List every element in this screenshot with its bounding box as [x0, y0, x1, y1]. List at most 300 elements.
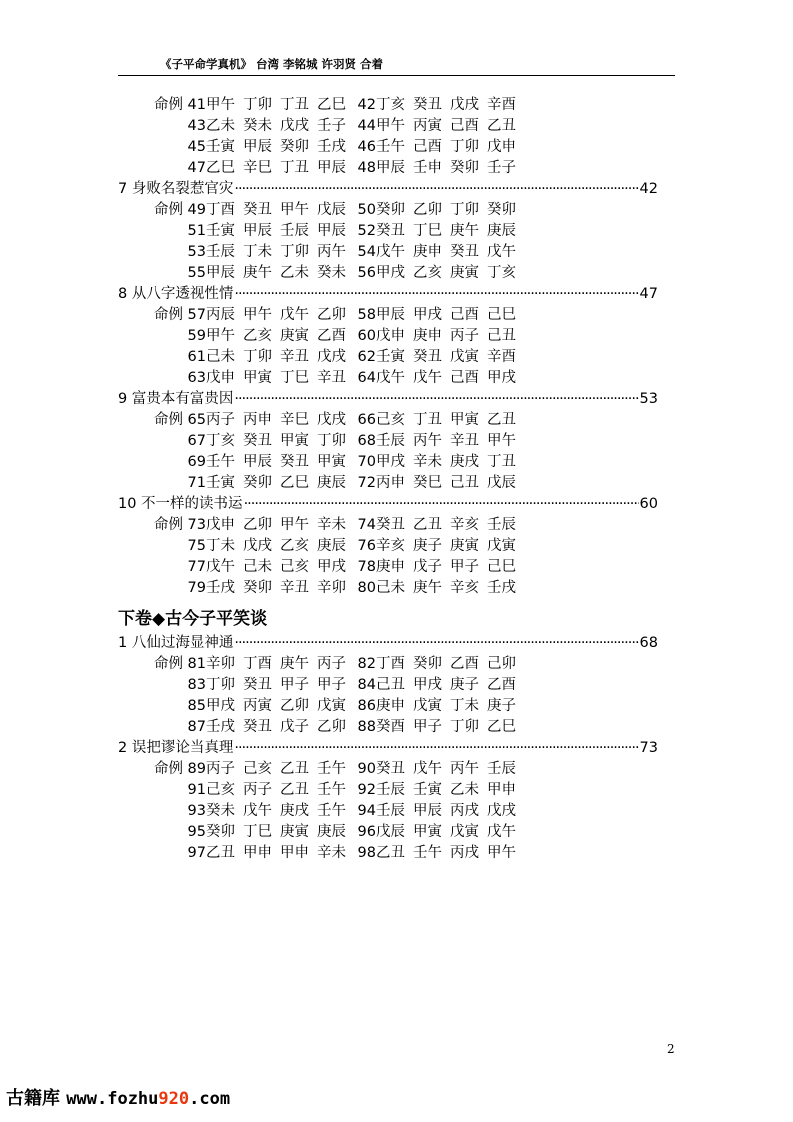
pillar: 丙子 [317, 656, 346, 672]
chapter-title: 8 从八字透视性情 [118, 286, 234, 302]
pillar: 丁未 [206, 538, 235, 554]
pillar: 庚寅 [280, 328, 309, 344]
example-number: 82 [357, 656, 376, 672]
example-number: 76 [357, 538, 376, 554]
watermark [6, 1084, 230, 1110]
example-pillars [376, 158, 524, 179]
pillar: 己丑 [450, 475, 479, 491]
pillar: 戊午 [280, 307, 309, 323]
pillar: 壬辰 [376, 782, 405, 798]
example-left [118, 696, 354, 717]
example-pillars [206, 578, 354, 599]
pillar: 戊戌 [317, 349, 346, 365]
example-pillars [206, 557, 354, 578]
pillar: 甲戌 [413, 677, 442, 693]
pillar: 戊午 [243, 803, 272, 819]
example-number: 88 [357, 719, 376, 735]
example-pillars [206, 200, 354, 221]
pillar: 乙卯 [317, 719, 346, 735]
pillar: 丁丑 [280, 160, 309, 176]
example-right [354, 843, 524, 864]
example-number: 86 [357, 698, 376, 714]
pillar: 癸丑 [243, 202, 272, 218]
pillar: 丙午 [317, 244, 346, 260]
pillar: 己丑 [376, 677, 405, 693]
pillar: 甲辰 [376, 160, 405, 176]
example-number: 73 [187, 517, 206, 533]
pillar: 辛卯 [317, 580, 346, 596]
pillar: 己亥 [206, 782, 235, 798]
pillar: 辛酉 [487, 97, 516, 113]
example-pillars [206, 822, 354, 843]
pillar: 己丑 [487, 328, 516, 344]
dot-leader [234, 633, 638, 654]
pillar: 丁亥 [487, 265, 516, 281]
pillar: 庚子 [450, 677, 479, 693]
example-pillars [376, 843, 524, 864]
example-right [354, 515, 524, 536]
pillar: 乙丑 [487, 118, 516, 134]
example-number: 58 [357, 307, 376, 323]
example-number: 61 [187, 349, 206, 365]
pillar: 甲申 [280, 845, 309, 861]
pillar: 乙丑 [280, 782, 309, 798]
pillar: 庚戌 [450, 454, 479, 470]
part-heading: 下卷◆古今子平笑谈 [118, 609, 268, 629]
pillar: 戊申 [487, 139, 516, 155]
example-pillars [206, 431, 354, 452]
pillar: 己巳 [487, 559, 516, 575]
pillar: 己酉 [450, 307, 479, 323]
watermark-url-number: 920 [158, 1089, 190, 1109]
pillar: 甲午 [280, 202, 309, 218]
example-pillars [206, 452, 354, 473]
pillar: 辛未 [317, 845, 346, 861]
pillar: 庚申 [376, 698, 405, 714]
pillar: 辛未 [317, 517, 346, 533]
example-number: 64 [357, 370, 376, 386]
example-pillars [376, 221, 524, 242]
pillar: 戊午 [376, 370, 405, 386]
pillar: 丁卯 [243, 349, 272, 365]
pillar: 丁卯 [450, 719, 479, 735]
example-left [118, 347, 354, 368]
pillar: 甲戌 [376, 454, 405, 470]
example-left [118, 368, 354, 389]
example-row [118, 452, 658, 473]
chapter-title: 2 误把谬论当真理 [118, 740, 234, 756]
chapter-title: 1 八仙过海显神通 [118, 635, 234, 651]
example-label [118, 801, 186, 822]
example-label: 命例 [154, 656, 183, 672]
pillar: 壬寅 [413, 782, 442, 798]
example-right [354, 158, 524, 179]
pillar: 辛亥 [450, 517, 479, 533]
example-left [118, 515, 354, 536]
pillar: 戊子 [280, 719, 309, 735]
example-row [118, 675, 658, 696]
example-pillars [376, 675, 524, 696]
pillar: 甲戌 [487, 370, 516, 386]
example-number: 52 [357, 223, 376, 239]
example-number: 84 [357, 677, 376, 693]
example-row [118, 654, 658, 675]
chapter-page: 47 [639, 286, 658, 302]
example-right [354, 137, 524, 158]
example-left [118, 221, 354, 242]
pillar: 乙丑 [280, 761, 309, 777]
example-label [118, 158, 186, 179]
example-right [354, 557, 524, 578]
pillar: 癸卯 [243, 475, 272, 491]
pillar: 戊申 [206, 517, 235, 533]
example-label [118, 431, 186, 452]
example-pillars [206, 536, 354, 557]
example-pillars [206, 515, 354, 536]
example-row [118, 759, 658, 780]
example-number: 98 [357, 845, 376, 861]
pillar: 丁酉 [376, 656, 405, 672]
example-row [118, 326, 658, 347]
watermark-url [66, 1089, 230, 1109]
example-label [118, 780, 186, 801]
example-label [118, 822, 186, 843]
example-left [118, 843, 354, 864]
pillar: 丙申 [376, 475, 405, 491]
example-row [118, 536, 658, 557]
pillar: 辛丑 [280, 580, 309, 596]
pillar: 癸卯 [280, 139, 309, 155]
pillar: 癸丑 [413, 97, 442, 113]
example-right [354, 368, 524, 389]
example-row [118, 95, 658, 116]
pillar: 乙卯 [317, 307, 346, 323]
example-pillars [376, 801, 524, 822]
example-number: 81 [187, 656, 206, 672]
example-number: 54 [357, 244, 376, 260]
pillar: 庚辰 [317, 538, 346, 554]
pillar: 乙亥 [413, 265, 442, 281]
example-number: 60 [357, 328, 376, 344]
pillar: 戊寅 [317, 698, 346, 714]
example-number: 83 [187, 677, 206, 693]
pillar: 乙亥 [280, 538, 309, 554]
pillar: 甲辰 [243, 223, 272, 239]
example-pillars [206, 696, 354, 717]
example-row [118, 410, 658, 431]
pillar: 壬子 [487, 160, 516, 176]
example-number: 90 [357, 761, 376, 777]
example-row [118, 515, 658, 536]
pillar: 丁亥 [376, 97, 405, 113]
pillar: 丁丑 [413, 412, 442, 428]
pillar: 丁卯 [280, 244, 309, 260]
pillar: 庚辰 [317, 824, 346, 840]
example-label: 命例 [154, 97, 183, 113]
pillar: 丁卯 [206, 677, 235, 693]
example-number: 48 [357, 160, 376, 176]
pillar: 庚午 [243, 265, 272, 281]
pillar: 甲戌 [317, 559, 346, 575]
pillar: 辛丑 [317, 370, 346, 386]
pillar: 乙巳 [206, 160, 235, 176]
example-row [118, 263, 658, 284]
example-pillars [206, 137, 354, 158]
example-label [118, 536, 186, 557]
example-pillars [206, 95, 354, 116]
pillar: 乙未 [450, 782, 479, 798]
example-left [118, 431, 354, 452]
example-number: 91 [187, 782, 206, 798]
pillar: 戊寅 [450, 349, 479, 365]
pillar: 丙辰 [206, 307, 235, 323]
pillar: 丙午 [450, 761, 479, 777]
example-number: 49 [187, 202, 206, 218]
pillar: 乙未 [280, 265, 309, 281]
example-pillars [206, 242, 354, 263]
pillar: 乙巳 [317, 97, 346, 113]
pillar: 辛丑 [280, 349, 309, 365]
example-pillars [206, 410, 354, 431]
example-right [354, 801, 524, 822]
example-pillars [376, 368, 524, 389]
example-number: 71 [187, 475, 206, 491]
example-number: 51 [187, 223, 206, 239]
example-left [118, 780, 354, 801]
pillar: 戊午 [487, 244, 516, 260]
example-left [118, 158, 354, 179]
pillar: 丁丑 [280, 97, 309, 113]
pillar: 甲寅 [280, 433, 309, 449]
example-pillars [376, 137, 524, 158]
pillar: 甲辰 [317, 223, 346, 239]
pillar: 丁丑 [487, 454, 516, 470]
example-pillars [376, 452, 524, 473]
chapter-title: 9 富贵本有富贵因 [118, 391, 234, 407]
pillar: 乙酉 [317, 328, 346, 344]
example-label [118, 675, 186, 696]
example-pillars [376, 431, 524, 452]
dot-leader [234, 179, 638, 200]
example-pillars [376, 116, 524, 137]
watermark-site-name: 古籍库 [6, 1088, 60, 1109]
pillar: 辛巳 [280, 412, 309, 428]
example-pillars [206, 759, 354, 780]
chapter-page: 53 [639, 391, 658, 407]
example-left [118, 326, 354, 347]
example-row [118, 717, 658, 738]
pillar: 丁巳 [243, 824, 272, 840]
example-right [354, 473, 524, 494]
example-number: 96 [357, 824, 376, 840]
pillar: 壬午 [317, 761, 346, 777]
example-number: 65 [187, 412, 206, 428]
pillar: 庚申 [413, 328, 442, 344]
chapter-page: 73 [639, 740, 658, 756]
pillar: 甲午 [206, 328, 235, 344]
pillar: 辛卯 [206, 656, 235, 672]
example-pillars [206, 675, 354, 696]
pillar: 庚寅 [280, 824, 309, 840]
watermark-url-suffix: .com [189, 1089, 231, 1109]
example-number: 62 [357, 349, 376, 365]
example-number: 87 [187, 719, 206, 735]
pillar: 甲子 [450, 559, 479, 575]
example-right [354, 452, 524, 473]
pillar: 戊寅 [450, 824, 479, 840]
pillar: 壬辰 [376, 433, 405, 449]
example-row [118, 578, 658, 599]
example-label [118, 347, 186, 368]
pillar: 丁卯 [450, 139, 479, 155]
example-number: 43 [187, 118, 206, 134]
chapter-entry [118, 633, 658, 654]
pillar: 甲寅 [243, 370, 272, 386]
chapter-entry [118, 738, 658, 759]
example-number: 79 [187, 580, 206, 596]
example-right [354, 536, 524, 557]
pillar: 戊戌 [280, 118, 309, 134]
example-left [118, 675, 354, 696]
pillar: 己巳 [487, 307, 516, 323]
toc-upper-part [118, 95, 658, 599]
pillar: 庚申 [413, 244, 442, 260]
pillar: 癸丑 [243, 719, 272, 735]
pillar: 癸丑 [413, 349, 442, 365]
pillar: 戊辰 [317, 202, 346, 218]
example-right [354, 654, 524, 675]
pillar: 庚寅 [450, 265, 479, 281]
pillar: 戊戌 [487, 803, 516, 819]
pillar: 戊戌 [243, 538, 272, 554]
pillar: 戊申 [206, 370, 235, 386]
example-right [354, 305, 524, 326]
pillar: 丁亥 [206, 433, 235, 449]
pillar: 乙未 [206, 118, 235, 134]
example-right [354, 578, 524, 599]
pillar: 癸丑 [376, 517, 405, 533]
chapter-title: 10 不一样的读书运 [118, 496, 243, 512]
pillar: 庚午 [450, 223, 479, 239]
chapter-entry [118, 494, 658, 515]
pillar: 甲辰 [413, 803, 442, 819]
example-number: 68 [357, 433, 376, 449]
example-label: 命例 [154, 307, 183, 323]
pillar: 戊午 [413, 761, 442, 777]
pillar: 甲寅 [413, 824, 442, 840]
pillar: 壬辰 [280, 223, 309, 239]
example-label [118, 717, 186, 738]
example-number: 74 [357, 517, 376, 533]
pillar: 乙丑 [413, 517, 442, 533]
pillar: 壬戌 [487, 580, 516, 596]
pillar: 壬寅 [206, 475, 235, 491]
pillar: 乙丑 [206, 845, 235, 861]
example-number: 66 [357, 412, 376, 428]
pillar: 戊午 [376, 244, 405, 260]
pillar: 丙子 [206, 412, 235, 428]
pillar: 癸丑 [280, 454, 309, 470]
pillar: 癸卯 [206, 824, 235, 840]
pillar: 乙丑 [487, 412, 516, 428]
example-number: 63 [187, 370, 206, 386]
pillar: 庚戌 [280, 803, 309, 819]
example-pillars [376, 536, 524, 557]
example-left [118, 473, 354, 494]
example-label [118, 137, 186, 158]
pillar: 甲子 [317, 677, 346, 693]
pillar: 丙午 [413, 433, 442, 449]
example-pillars [376, 410, 524, 431]
example-left [118, 95, 354, 116]
pillar: 癸卯 [450, 160, 479, 176]
pillar: 丁未 [243, 244, 272, 260]
pillar: 癸巳 [413, 475, 442, 491]
example-left [118, 116, 354, 137]
example-right [354, 822, 524, 843]
pillar: 乙卯 [413, 202, 442, 218]
example-pillars [376, 654, 524, 675]
example-right [354, 696, 524, 717]
pillar: 癸未 [317, 265, 346, 281]
example-pillars [206, 780, 354, 801]
pillar: 乙酉 [487, 677, 516, 693]
example-left [118, 557, 354, 578]
example-row [118, 431, 658, 452]
example-left [118, 200, 354, 221]
example-pillars [376, 242, 524, 263]
pillar: 甲午 [243, 307, 272, 323]
example-left [118, 822, 354, 843]
example-label [118, 242, 186, 263]
example-number: 77 [187, 559, 206, 575]
example-number: 85 [187, 698, 206, 714]
example-number: 42 [357, 97, 376, 113]
example-pillars [376, 347, 524, 368]
pillar: 甲申 [243, 845, 272, 861]
pillar: 甲午 [487, 845, 516, 861]
toc-lower-part [118, 633, 658, 864]
pillar: 壬午 [317, 803, 346, 819]
example-pillars [206, 473, 354, 494]
example-pillars [206, 368, 354, 389]
pillar: 戊寅 [413, 698, 442, 714]
pillar: 戊午 [413, 370, 442, 386]
example-row [118, 137, 658, 158]
example-label [118, 696, 186, 717]
chapter-entry [118, 389, 658, 410]
chapter-page: 60 [639, 496, 658, 512]
pillar: 甲辰 [243, 139, 272, 155]
example-label [118, 473, 186, 494]
example-row [118, 557, 658, 578]
pillar: 戊辰 [376, 824, 405, 840]
pillar: 壬寅 [376, 349, 405, 365]
example-left [118, 410, 354, 431]
example-pillars [206, 654, 354, 675]
pillar: 戊戌 [317, 412, 346, 428]
example-left [118, 452, 354, 473]
example-number: 44 [357, 118, 376, 134]
pillar: 壬寅 [206, 223, 235, 239]
chapter-entry [118, 179, 658, 200]
pillar: 庚子 [413, 538, 442, 554]
pillar: 戊辰 [487, 475, 516, 491]
example-pillars [376, 696, 524, 717]
chapter-page: 68 [639, 635, 658, 651]
example-number: 56 [357, 265, 376, 281]
pillar: 丙寅 [413, 118, 442, 134]
